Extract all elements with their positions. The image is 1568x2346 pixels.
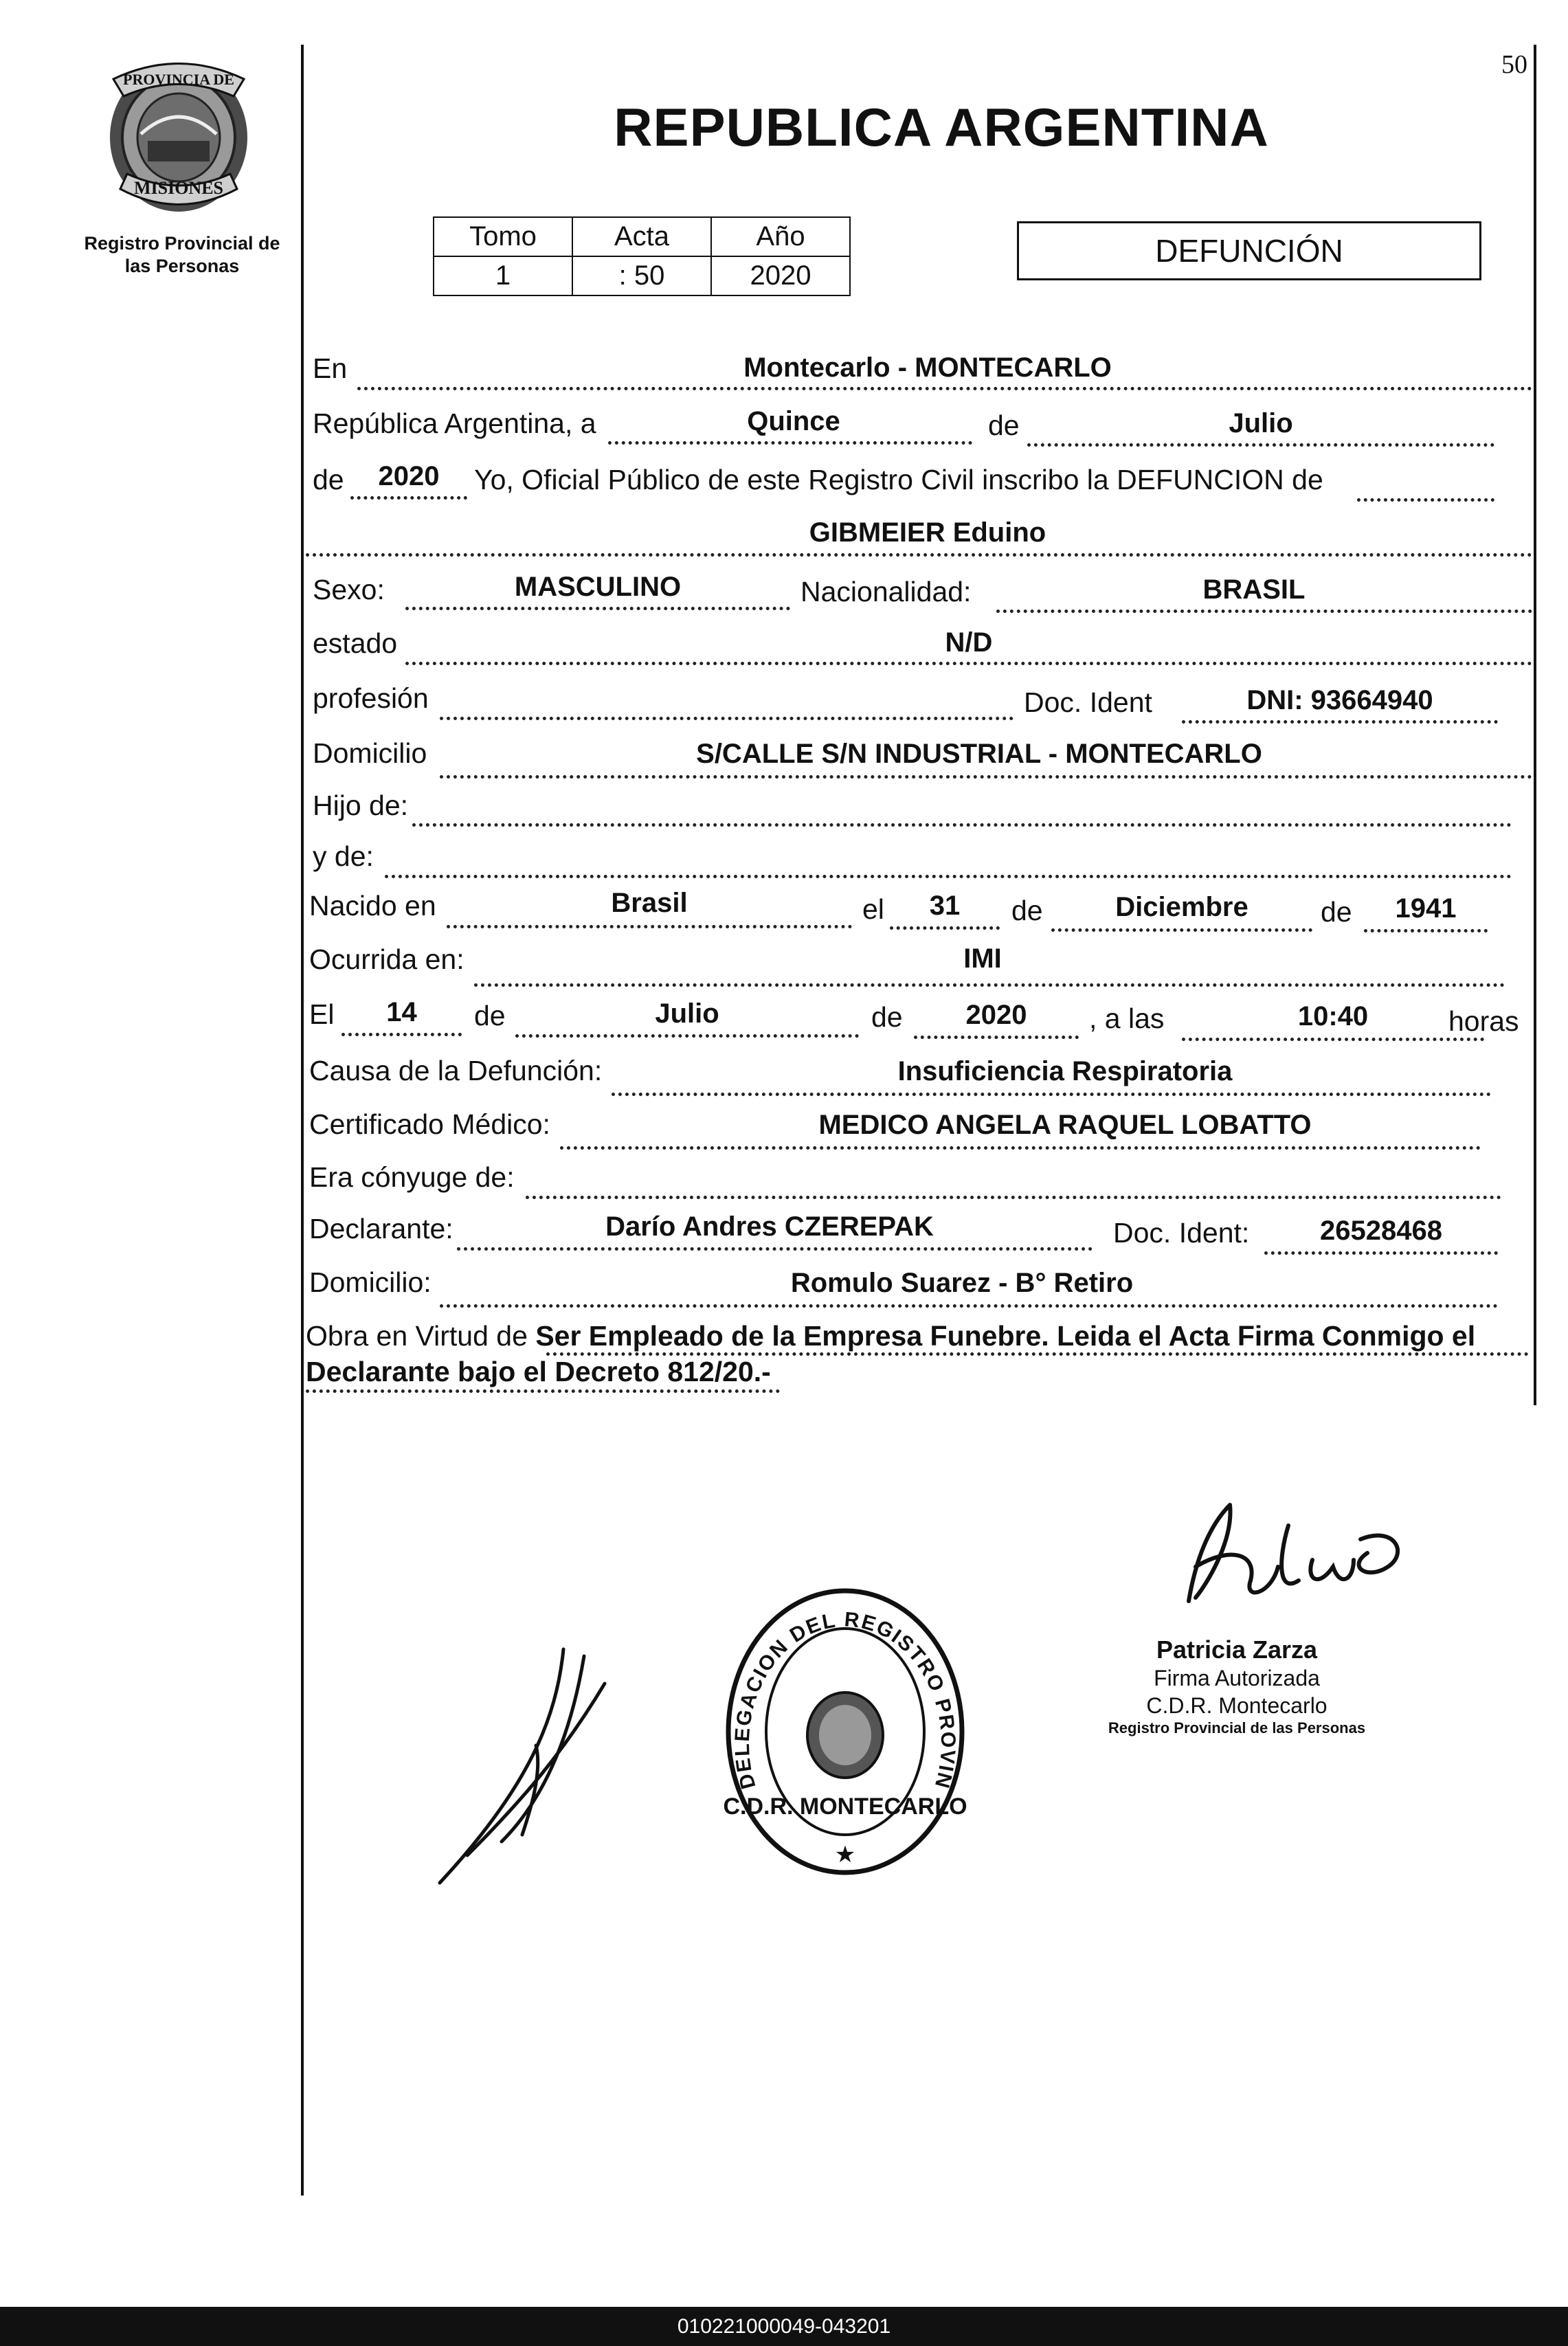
en-label: En [313,353,348,384]
stamp-star-icon: ★ [834,1842,856,1868]
signature-left [426,1635,625,1890]
nacionalidad-value: BRASIL [1202,574,1306,605]
death-day: 14 [386,997,417,1027]
signer-title: Firma Autorizada [1154,1666,1320,1690]
causa-dots [612,1093,1491,1096]
horas-label: horas [1448,1005,1519,1037]
signer-org: Registro Provincial de las Personas [1108,1719,1366,1736]
death-de2-label: de [871,1001,903,1033]
profesion-dots [440,717,1013,720]
death-day-dots [341,1033,462,1036]
org-name-line1: Registro Provincial de [84,233,280,254]
decl-doc-label: Doc. Ident: [1113,1217,1250,1249]
sexo-value: MASCULINO [514,572,682,602]
ocurrida-label: Ocurrida en: [309,943,464,975]
en-value: Montecarlo - MONTECARLO [743,353,1112,383]
anio-value: 2020 [711,256,850,295]
name-dots [306,553,1532,557]
obra-dots-1 [546,1352,1529,1356]
nacionalidad-dots [996,610,1532,613]
de2-label: de [313,464,344,495]
domicilio-label: Domicilio [313,737,427,769]
left-border-line [301,45,304,2196]
sexo-dots [405,607,790,610]
nacido-label: Nacido en [309,890,436,921]
month-dots [1027,443,1494,447]
doc-ident-value: DNI: 93664940 [1246,685,1433,715]
org-name [69,232,295,278]
yde-label: y de: [313,840,374,872]
signer-block [1093,1635,1381,1737]
obra-dots-2 [306,1389,780,1393]
tomo-header: Tomo [434,217,572,256]
page-number: 50 [1501,50,1527,79]
hijo-dots [412,823,1512,827]
ocurrida-dots [474,983,1505,987]
birth-day: 31 [929,891,961,921]
month-value: Julio [1229,408,1293,438]
el2-label: El [309,998,335,1030]
decl-doc-dots [1264,1251,1498,1255]
reference-table [433,216,851,296]
certificado-label: Certificado Médico: [309,1108,550,1140]
death-month-dots [515,1034,859,1038]
stamp-outer-text: DELEGACION DEL REGISTRO PROVIN [730,1608,960,1792]
tomo-value: 1 [434,256,572,295]
birth-month-dots [1051,928,1312,932]
el-label: el [862,893,884,925]
hijo-label: Hijo de: [313,790,409,821]
en-dots [357,387,1532,390]
acta-header: Acta [572,217,711,256]
org-name-line2: las Personas [124,256,240,276]
conyuge-label: Era cónyuge de: [309,1161,515,1193]
declarante-label: Declarante: [309,1213,453,1244]
year-dots [350,496,467,500]
certificado-value: MEDICO ANGELA RAQUEL LOBATTO [818,1110,1312,1140]
inscribo-text: Yo, Oficial Público de este Registro Civil inscribo la DEFUNCION de [474,464,1323,495]
doc-ident-label: Doc. Ident [1024,686,1152,718]
death-year-dots [914,1036,1079,1039]
footer-code: 010221000049-043201 [0,2307,1568,2346]
estado-label: estado [313,627,398,659]
conyuge-dots [526,1196,1501,1199]
certificado-dots [560,1146,1481,1150]
death-time: 10:40 [1297,1001,1369,1031]
ocurrida-value: IMI [963,943,1002,974]
domicilio2-value: Romulo Suarez - B° Retiro [790,1268,1134,1298]
day-value: Quince [747,406,840,436]
doc-ident-dots [1182,720,1498,724]
year-value: 2020 [378,461,440,491]
birth-de2-label: de [1321,896,1352,928]
death-time-dots [1182,1038,1484,1041]
estado-dots [405,662,1532,665]
de-label: de [988,410,1020,441]
official-stamp [715,1580,976,1883]
birth-month: Diciembre [1115,892,1248,922]
nacionalidad-label: Nacionalidad: [800,576,972,607]
svg-text:MISIONES: MISIONES [133,178,224,198]
domicilio2-dots [440,1304,1498,1308]
causa-value: Insuficiencia Respiratoria [897,1056,1233,1086]
death-month: Julio [655,998,719,1029]
country-title: REPUBLICA ARGENTINA [614,97,1269,157]
signer-office: C.D.R. Montecarlo [1146,1693,1328,1718]
profesion-label: profesión [313,682,429,714]
nacido-value: Brasil [611,888,688,918]
birth-day-dots [890,926,1000,930]
birth-year-dots [1364,929,1488,932]
decl-doc-value: 26528468 [1320,1216,1442,1246]
declarante-dots [457,1247,1093,1251]
death-de1-label: de [474,1000,506,1031]
provincial-seal [100,52,258,216]
right-border-line [1534,45,1536,1405]
day-dots [608,441,972,445]
causa-label: Causa de la Defunción: [309,1055,603,1086]
stamp-inner-text: C.D.R. MONTECARLO [723,1794,967,1820]
obra-label: Obra en Virtud de [306,1320,528,1352]
domicilio2-label: Domicilio: [309,1266,432,1298]
obra-value: Ser Empleado de la Empresa Funebre. Leida el Acta Firma Conmigo el Declarante bajo el Decreto 812/20.- [306,1320,1476,1387]
svg-text:PROVINCIA DE: PROVINCIA DE [123,71,234,88]
republica-label: República Argentina, a [313,407,596,439]
document-type: DEFUNCIÓN [1017,221,1481,280]
domicilio-value: S/CALLE S/N INDUSTRIAL - MONTECARLO [696,739,1262,769]
birth-de1-label: de [1011,895,1043,926]
declarante-value: Darío Andres CZEREPAK [605,1211,934,1242]
death-year: 2020 [965,1000,1027,1030]
yde-dots [385,875,1512,878]
deceased-name: GIBMEIER Eduino [809,517,1046,548]
alas-label: , a las [1089,1003,1165,1034]
sexo-label: Sexo: [313,574,385,605]
domicilio-dots [440,775,1532,779]
signer-name: Patricia Zarza [1156,1635,1318,1664]
birth-year: 1941 [1395,893,1457,924]
anio-header: Año [711,217,850,256]
nacido-dots [447,925,852,928]
inscribo-dots [1357,498,1494,502]
estado-value: N/D [945,627,993,658]
acta-value: : 50 [572,256,711,295]
signature-right [1168,1484,1415,1615]
